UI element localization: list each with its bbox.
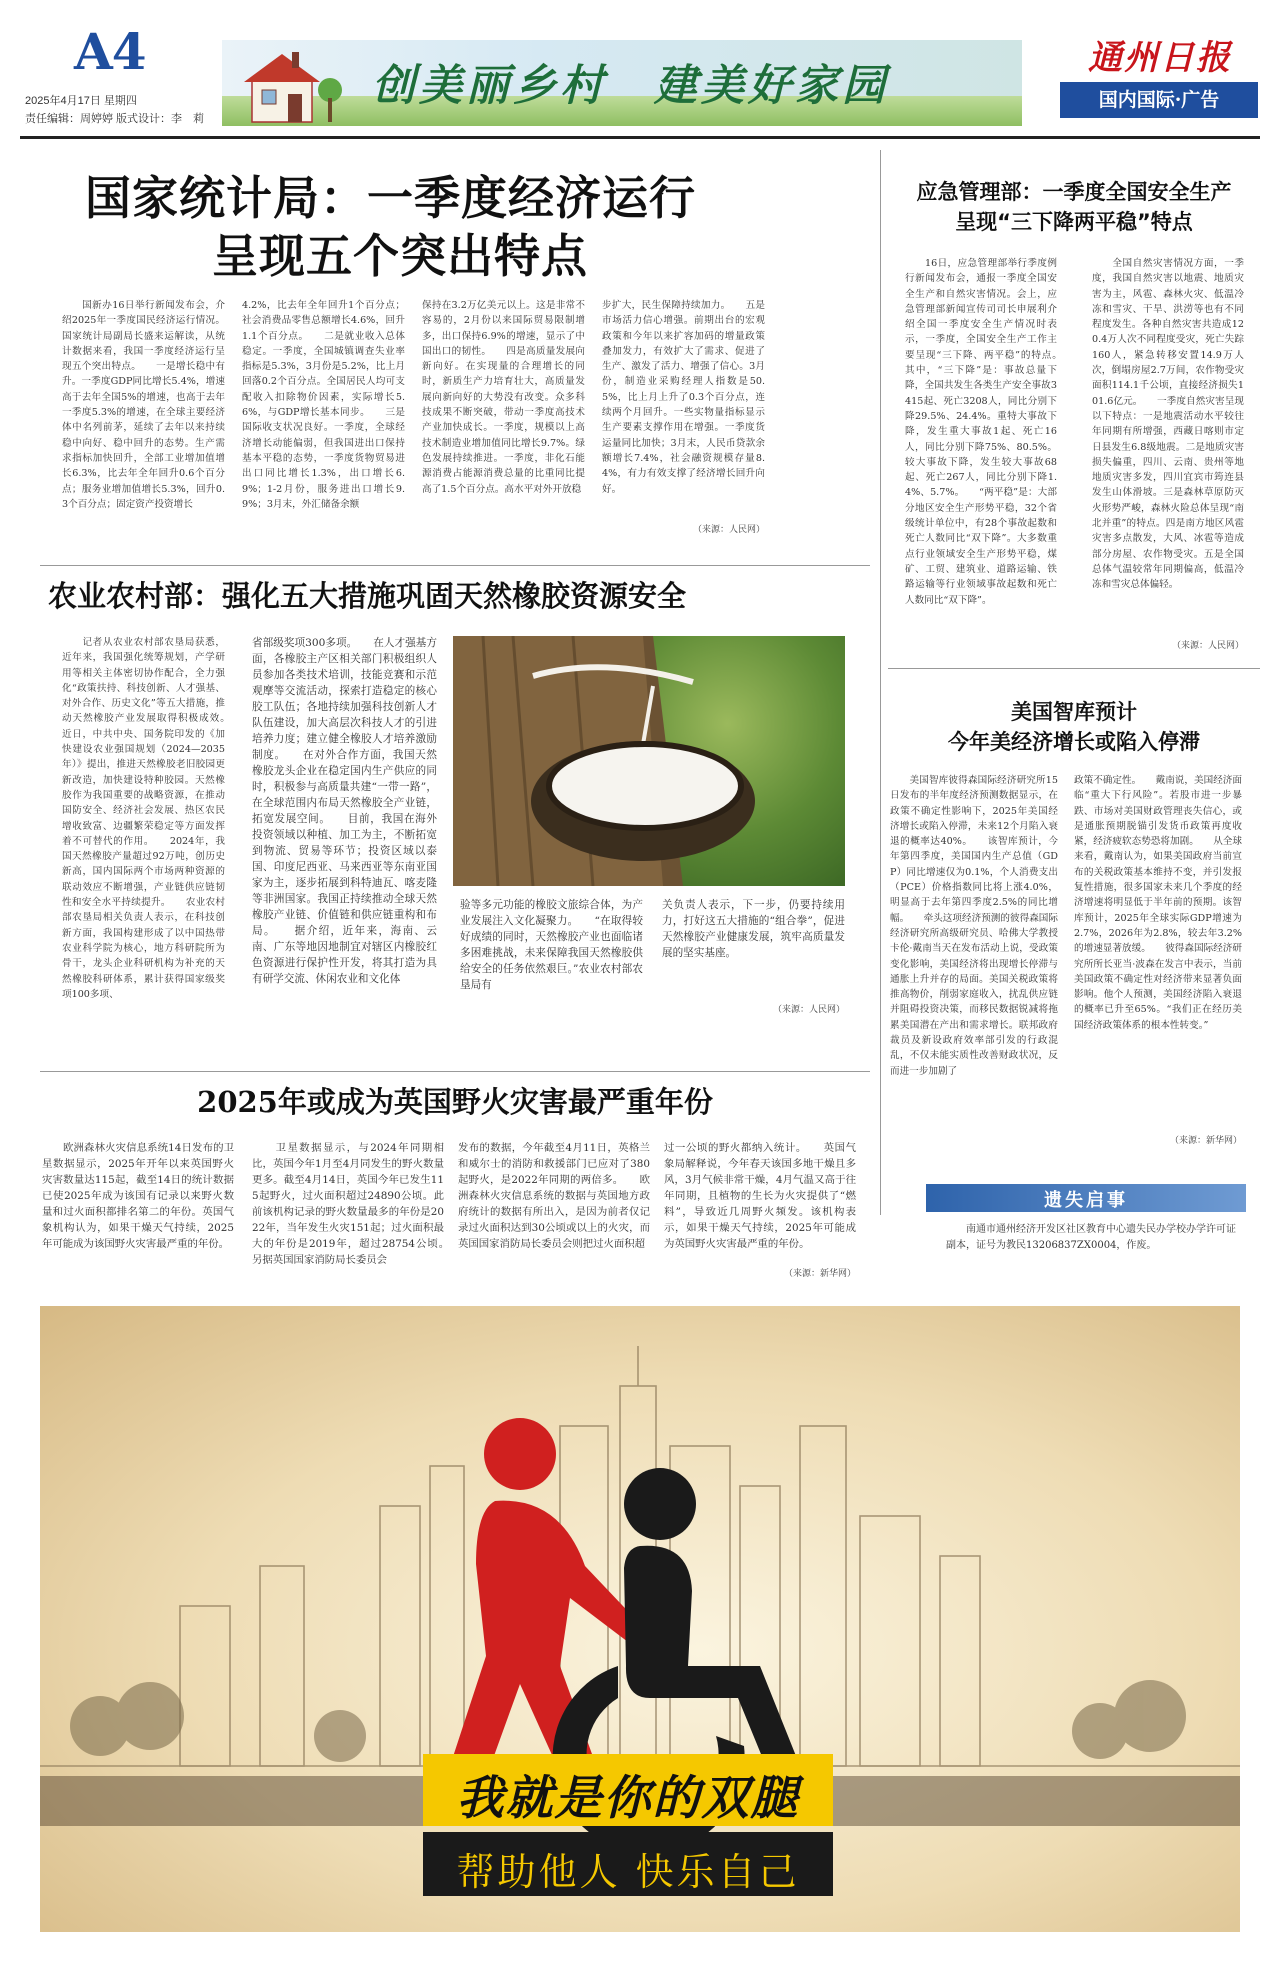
article-source: （来源：新华网） (1169, 1136, 1242, 1146)
article-headline: 呈现“三下降两平稳”特点 (955, 210, 1193, 234)
article-headline: 今年美经济增长或陷入停滞 (948, 730, 1200, 754)
psa-headline: 我就是你的双腿 (456, 1771, 800, 1826)
house-icon (234, 46, 346, 126)
page-number: A4 (74, 22, 146, 81)
rubber-tree-icon (453, 636, 845, 886)
article-headline: 国家统计局：一季度经济运行 (85, 171, 696, 225)
article-headline: 应急管理部：一季度全国安全生产 (916, 180, 1232, 204)
article-body: 过一公顷的野火都纳入统计。 英国气象局解释说，今年春天该国多地干燥且多风，3月气候非常干燥，4月气温又高于往年同期，且植物的生长为火灾提供了“燃料”，导致近几周野火频发。该机构表示，如果干燥天气持续，2025年可能成为英国野火灾害最严重的年份。 (664, 1142, 856, 1250)
article-body: 卫星数据显示，与2024年同期相比，英国今年1月至4月同发生的野火数量更多。截至4月14日，英国今年已发生115起野火，过火面积超过24890公顷。此前该机构记录的野火数量最多的年份是2022年，当年发生火灾151起；过火面积最大的年份是2019年，超过28754公顷。 另据英国国家消防局长委员会 (252, 1142, 444, 1266)
article-body: 政策不确定性。 戴南说，美国经济面临“重大下行风险”。若股市进一步暴跌、市场对美国财政管理丧失信心，或是通胀预期脱锚引发货币政策再度收紧，经济疲软态势恐将加剧。 从全球来看，戴南认为，如果美国政府当前宣布的关税政策基本维持不变，并引发报复性措施，很多国家未来几个季度的经济增速将明显低于半年前的预期。该智库预计，2025年全球实际GDP增速为2.7%，2026年为2.8%，较去年3.2%的增速显著放缓。 彼得森国际经济研究所所长亚当·波森在发言中表示，当前美国政策不确定性对经济带来显著负面影响。他个人预测，美国经济陷入衰退的概率已升至65%。“我们正在经历美国经济政策体系的根本性转变。” (1074, 775, 1242, 1031)
paper-name: 通州日报 (1088, 38, 1232, 78)
section-label: 国内国际·广告 (1060, 82, 1258, 118)
article-source: （来源：人民网） (772, 1005, 845, 1015)
article-body: 欧洲森林火灾信息系统14日发布的卫星数据显示，2025年开年以来英国野火灾害数量达115起，截至14日的统计数据已使2025年成为该国有记录以来野火数量和过火面积都排名第二的年份。英国气象机构认为，如果干燥天气持续，2025年可能成为该国野火灾害最严重的年份。 (42, 1142, 234, 1250)
article-body: 美国智库彼得森国际经济研究所15日发布的半年度经济预测数据显示，在政策不确定性影响下，2025年美国经济增长或陷入停滞，未来12个月陷入衰退的概率达40%。 该智库预计，今年第四季度，美国国内生产总值（GDP）同比增速仅为0.1%，个人消费支出（PCE）价格指数同比将上涨4.0%，明显高于去年第四季度2.5%的同比增幅。 牵头这项经济预测的彼得森国际经济研究所高级研究员、哈佛大学教授卡伦·戴南当天在发布活动上说，受政策变化影响，美国经济将出现增长停滞与通胀上升并存的局面。美国关税政策将推高物价，削弱家庭收入，扰乱供应链并阻碍投资决策，而移民数据锐减将拖累美国潜在产出和需求增长。联邦政府裁员及新设政府效率部引发的行政混乱，不仅未能实质性改善财政状况，反而进一步加剧了 (890, 775, 1058, 1077)
rubber-tapping-photo (453, 636, 845, 886)
article-body: 16日，应急管理部举行季度例行新闻发布会，通报一季度全国安全生产和自然灾害情况。会上，应急管理部新闻宣传司司长申展利介绍全国一季度安全生产情况时表示，一季度，全国安全生产工作主要呈现“三下降、两平稳”的特点。 其中，“三下降”是：事故总量下降，全国共发生各类生产安全事故3415起、死亡3208人，同比分别下降29.5%、24.4%。重特大事故下降，发生重大事故1起、死亡16人，同比分别下降75%、80.5%。较大事故下降，发生较大事故68起、死亡267人，同比分别下降1.4%、5.7%。 “两平稳”是：大部分地区安全生产形势平稳，32个省级统计单位中，有28个事故起数和死亡人数同比“双下降”。大多数重点行业领域安全生产形势平稳，煤矿、工贸、建筑业、道路运输、铁路运输等行业领域事故起数和死亡人数同比“双下降”。 (905, 258, 1057, 606)
helper-figure-icon (448, 1418, 640, 1786)
section-rule (40, 1071, 870, 1072)
issue-date: 2025年4月17日 星期四 (25, 95, 137, 107)
masthead (0, 0, 1280, 140)
article-body: 国新办16日举行新闻发布会，介绍2025年一季度国民经济运行情况。国家统计局副局长盛来运解读，从统计数据来看，我国一季度经济运行呈现五个突出特点。 一是增长稳中有升。一季度GDP同比增长5.4%，增速高于去年全国5%的增速，也高于去年一季度5.3%的增速，在全球主要经济体中名列前茅，延续了去年以来持续稳中向好、稳中回升的态势。生产需求指标加快回升，全部工业增加值增长6.3%，比去年全年回升0.6个百分点；服务业增加值增长5.3%，回升0.3个百分点；固定资产投资增长 (62, 300, 225, 510)
article-headline: 农业农村部：强化五大措施巩固天然橡胶资源安全 (48, 579, 687, 613)
masthead-rule (20, 136, 1260, 139)
notice-title: 遗失启事 (1044, 1190, 1128, 1211)
article-headline: 呈现五个突出特点 (212, 229, 588, 283)
article-headline: 美国智库预计 (1011, 700, 1137, 724)
article-body: 4.2%，比去年全年回升1个百分点；社会消费品零售总额增长4.6%，回升1.1个百分点。 二是就业收入总体稳定。一季度，全国城镇调查失业率指标是5.3%，3月份是5.2%，比上月回落0.2个百分点。全国居民人均可支配收入扣除物价因素，实际增长5.6%，与GDP增长基本同步。 三是国际收支状况良好。一季度，全球经济增长动能偏弱，但我国进出口保持基本平稳的态势，一季度货物贸易进出口同比增长1.3%，出口增长6.9%；1-2月份，服务进出口增长9.9%；3月末，外汇储备余额 (242, 300, 405, 510)
article-body: 发布的数据，今年截至4月11日，英格兰和威尔士的消防和救援部门已应对了380起野火，是2022年同期的两倍多。 欧洲森林火灾信息系统的数据与英国地方政府统计的数据有所出入，是因为前者仅记录过火面积达到30公顷或以上的火灾，而英国国家消防局长委员会则把过火面积超 (458, 1142, 650, 1250)
banner-ad (222, 40, 1022, 126)
article-source: （来源：新华网） (783, 1269, 856, 1279)
article-headline: 2025年或成为英国野火灾害最严重年份 (197, 1085, 713, 1119)
psa-subline: 帮助他人 快乐自己 (456, 1850, 800, 1894)
editor-credits: 责任编辑：周婷婷 版式设计：李 莉 (25, 113, 205, 125)
article-body: 步扩大，民生保障持续加力。 五是市场活力信心增强。前期出台的宏观政策和今年以来扩容加码的增量政策叠加发力，有效扩大了需求、促进了生产、激发了活力、增强了信心。3月份，制造业采购经理人指数是50.5%，比上月上升了0.3个百分点，连续两个月回升。一些实物量指标显示生产要素支撑作用在增强。一季度货运量同比加快；3月末，人民币贷款余额增长7.4%，社会融资规模存量8.4%，有力有效支撑了经济增长回升向好。 (602, 300, 765, 495)
lost-notice (926, 1184, 1246, 1294)
article-body: 验等多元功能的橡胶文旅综合体，为产业发展注入文化凝聚力。 “在取得较好成绩的同时，天然橡胶产业也面临诸多困难挑战，未来保障我国天然橡胶供给安全的任务依然艰巨。”农业农村部农垦局有 (460, 899, 643, 991)
article-source: （来源：人民网） (1171, 641, 1244, 651)
column-divider (880, 150, 881, 1215)
article-body: 关负责人表示，下一步，仍要持续用力，打好这五大措施的“组合拳”，促进天然橡胶产业健康发展，筑牢高质量发展的坚实基座。 (662, 899, 845, 959)
article-body: 记者从农业农村部农垦局获悉，近年来，我国强化统筹规划，产学研用等相关主体密切协作配合，全力强化“政策扶持、科技创新、人才强基、对外合作、历史文化”等五大措施，推动天然橡胶产业发展取得积极成效。 近日，中共中央、国务院印发的《加快建设农业强国规划（2024—2035年）》提出，推进天然橡胶老旧胶园更新改造，加快建设特种胶园。天然橡胶作为我国重要的战略资源，在推动国防安全、经济社会发展、热区农民增收致富、边疆繁荣稳定等方面发挥着不可替代的作用。 2024年，我国天然橡胶产量超过92万吨，创历史新高，国内国际两个市场两种资源的联动效应不断增强，产业链供应链韧性和安全水平持续提升。 农业农村部农垦局相关负责人表示，在科技创新方面，我国构建形成了以中国热带农业科学院为核心，地方科研院所为骨干，龙头企业科研机构为补充的天然橡胶科研体系，累计获得国家级奖项100多项、 (62, 637, 225, 1000)
article-body: 全国自然灾害情况方面，一季度，我国自然灾害以地震、地质灾害为主，风雹、森林火灾、低温冷冻和雪灾、干旱、洪涝等也有不同程度发生。各种自然灾害共造成120.4万人次不同程度受灾，死亡失踪160人，紧急转移安置14.9万人次，倒塌房屋2.7万间，农作物受灾面积114.1千公顷，直接经济损失101.6亿元。 一季度自然灾害呈现以下特点：一是地震活动水平较往年同期有所增强，西藏日喀则市定日县发生6.8级地震。二是地质灾害损失偏重，四川、云南、贵州等地地质灾害多发，四川宜宾市筠连县发生山体滑坡。三是森林草原防灭火形势严峻，森林火险总体呈现“南北并重”的特点。四是南方地区风雹灾害多点散发，大风、冰雹等造成部分房屋、农作物受灾。五是全国总体气温较常年同期偏高，低温冷冻和雪灾总体偏轻。 (1092, 258, 1244, 591)
banner-slogan: 创美丽乡村 建美好家园 (372, 61, 889, 111)
article-source: （来源：人民网） (692, 525, 765, 535)
section-rule (40, 565, 870, 566)
article-body: 省部级奖项300多项。 在人才强基方面，各橡胶主产区相关部门积极组织人员参加各类技术培训，技能竞赛和示范观摩等交流活动，探索打造稳定的核心胶工队伍；各地持续加强科技创新人才队伍建设，加大高层次科技人才的引进培养力度；建立健全橡胶人才培养激励制度。 在对外合作方面，我国天然橡胶龙头企业在稳定国内生产供应的同时，积极参与高质量共建“一带一路”，在全球范围内布局天然橡胶全产业链，拓宽发展空间。 目前，我国在海外投资领域以种植、加工为主，不断拓宽到物流、贸易等环节；投资区域以泰国、印度尼西亚、马来西亚等东南亚国家为主，逐步拓展到科特迪瓦、喀麦隆等非洲国家。我国正持续推动全球天然橡胶产业链、价值链和供应链重构和布局。 据介绍，近年来，海南、云南、广东等地因地制宜对辖区内橡胶红色资源进行保护性开发，将其打造为具有研学交流、休闲农业和文化体 (252, 637, 437, 985)
psa-poster (40, 1306, 1240, 1932)
notice-body: 南通市通州经济开发区社区教育中心遗失民办学校办学许可证副本，证号为教民13206837ZX0004，作废。 (946, 1224, 1236, 1251)
article-body: 保持在3.2万亿美元以上。这是非常不容易的，2月份以来国际贸易限制增多，出口保持6.9%的增速，显示了中国出口的韧性。 四是高质量发展向新向好。在实现量的合理增长的同时，新质生产力培育壮大，高质量发展向新向好的大势没有改变。众多科技成果不断突破，带动一季度高技术产业加快成长。一季度，规模以上高技术制造业增加值同比增长9.7%。绿色发展持续推进。一季度，非化石能源消费占能源消费总量的比重同比提高了1.5个百分点。高水平对外开放稳 (422, 300, 585, 495)
section-rule (888, 668, 1260, 669)
